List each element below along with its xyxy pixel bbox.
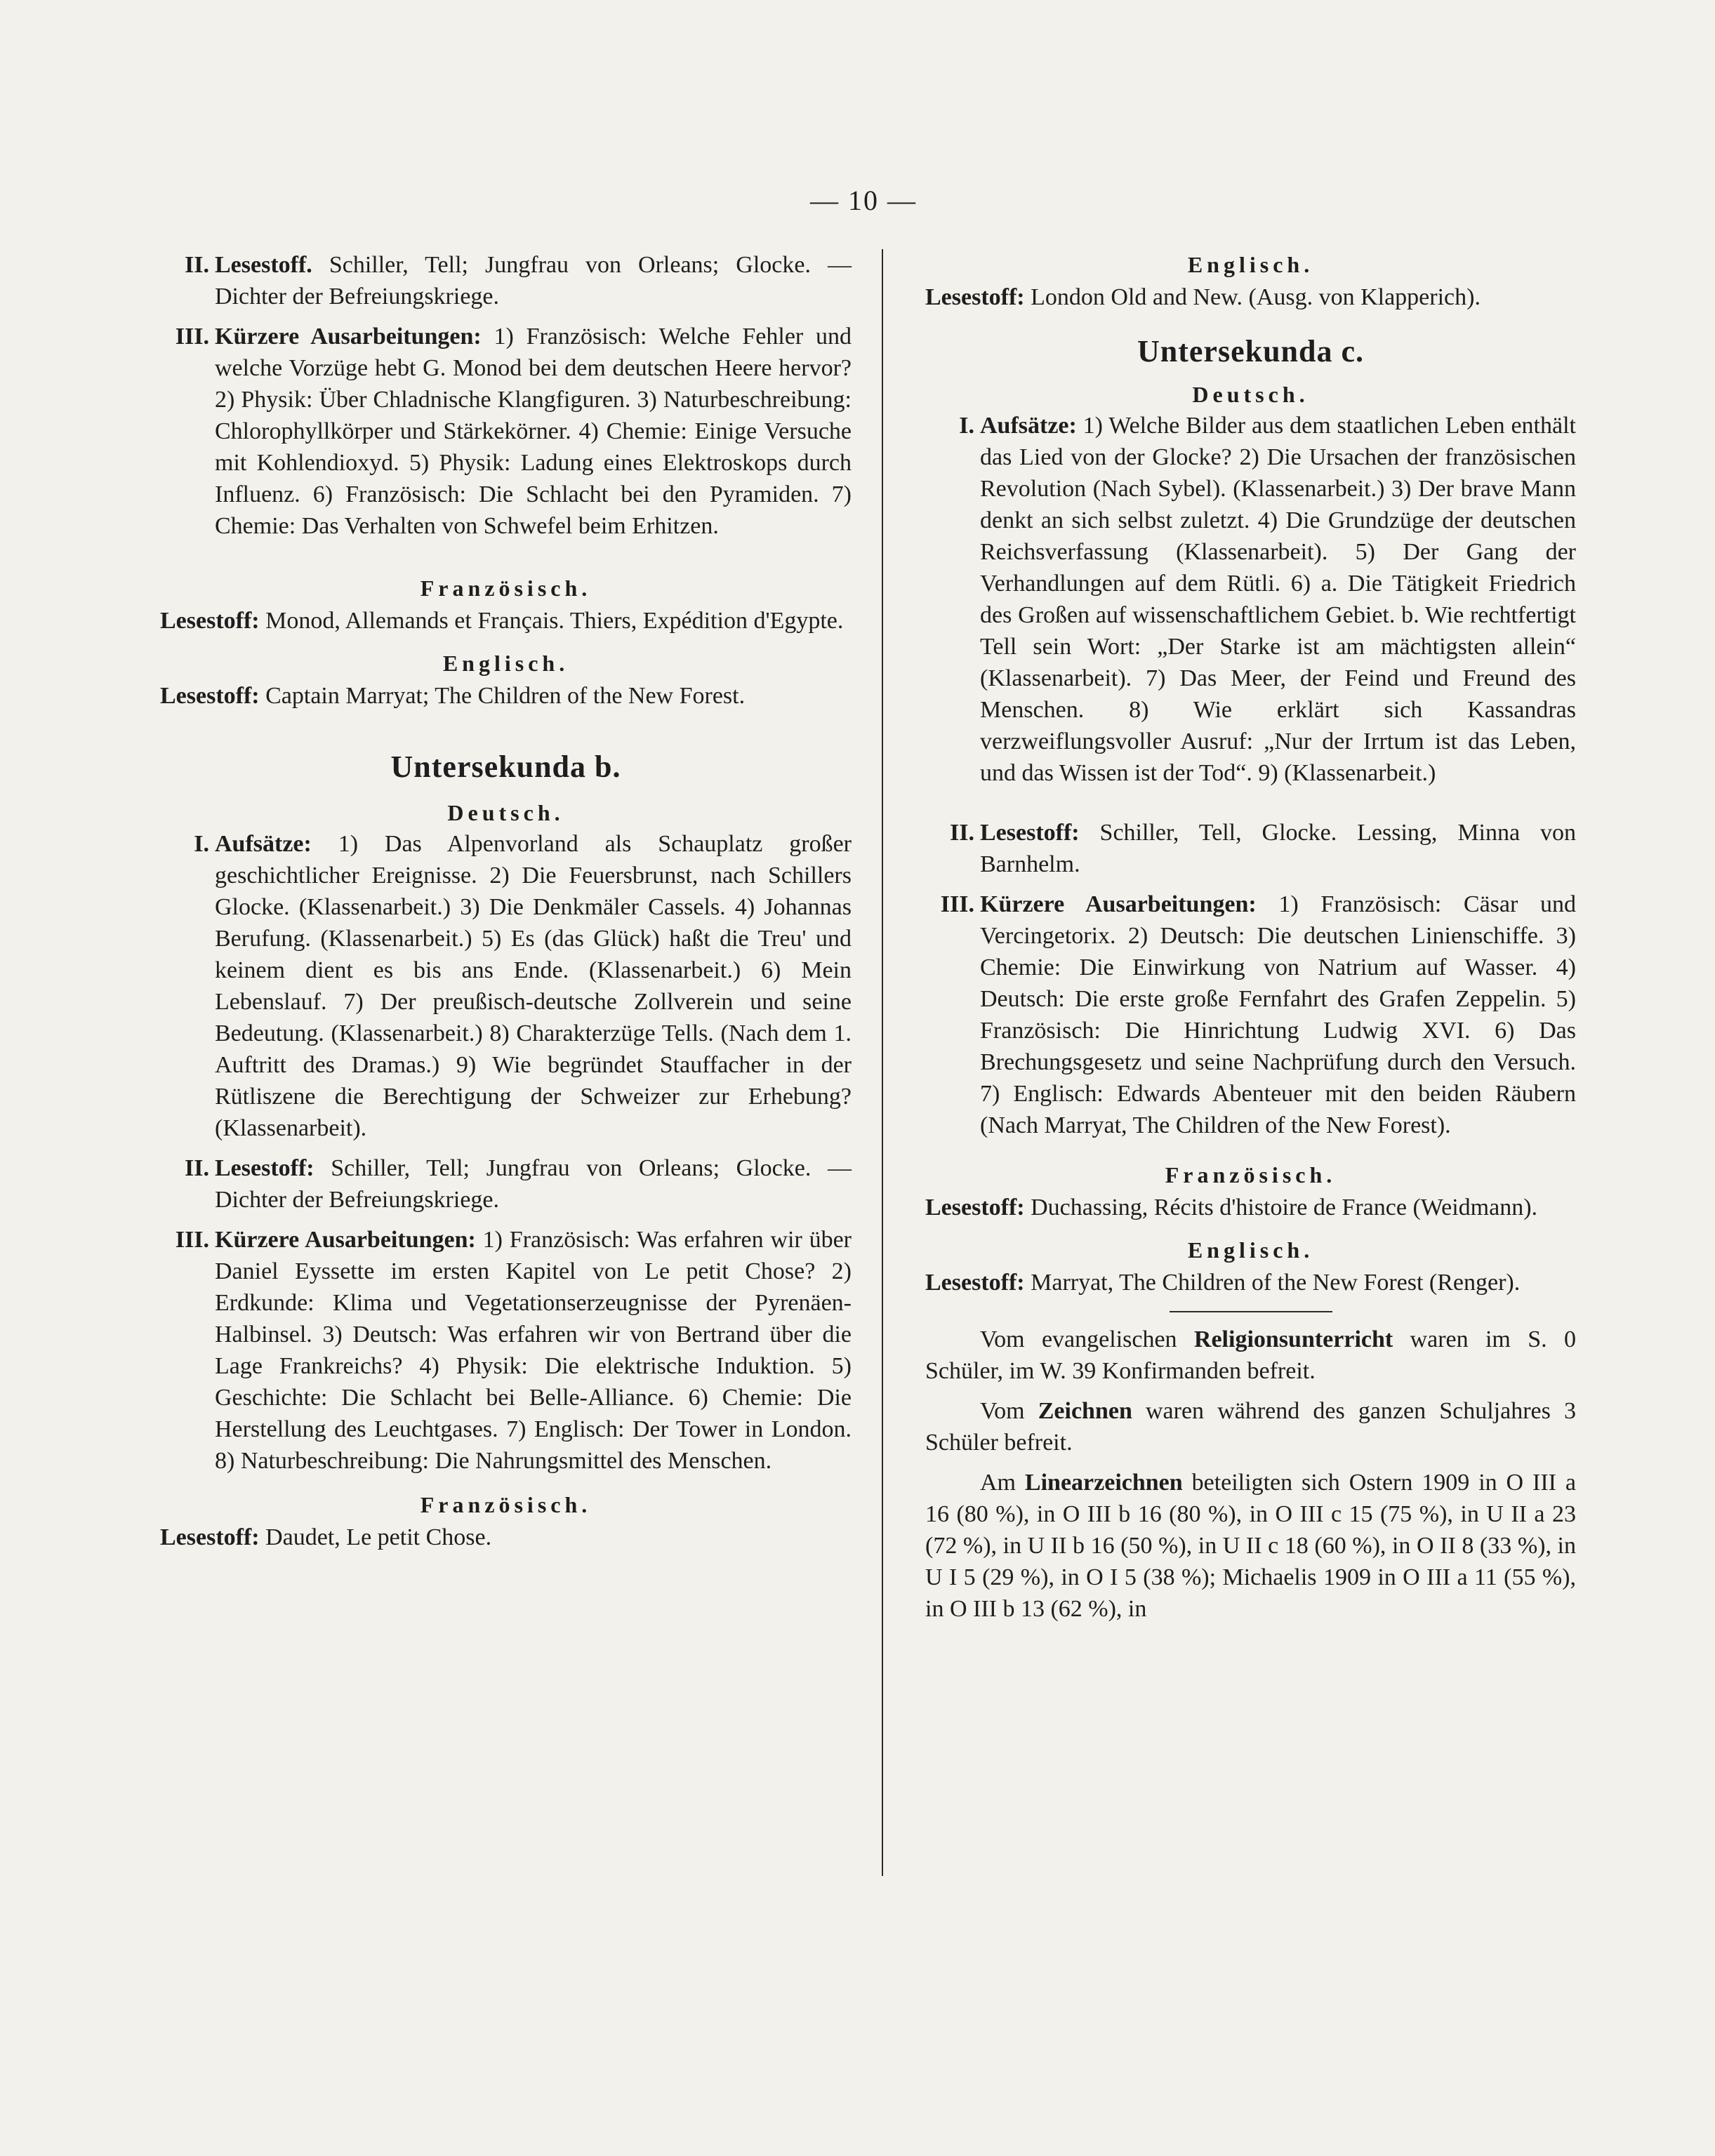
roman-numeral: II. [185, 1155, 209, 1181]
subject-heading-englisch: Englisch. [1187, 1237, 1314, 1263]
entry-text: Captain Marryat; The Children of the New Forest. [259, 683, 746, 709]
entry-label: Lesestoff: [980, 820, 1080, 846]
emphasis: Linearzeichnen [1024, 1470, 1183, 1496]
religion-exemption-paragraph [925, 1324, 1576, 1387]
subject-heading-englisch: Englisch. [1187, 252, 1314, 277]
section-divider [1170, 1311, 1332, 1312]
entry-label: Lesestoff: [925, 1270, 1025, 1296]
left-column [160, 249, 852, 1553]
entry-text: 1) Das Alpenvorland als Schauplatz großer geschichtlicher Ereignisse. 2) Die Feuersbrunst, nach Schillers Glocke. (Klassenarbeit.) 3) Die Denkmäler Cassels. 4) Johannas Berufung. (Klassenarbeit.) 5) Es (das Glück) haßt die Treu' und keinem dient es bis ans Ende. (Klassenarbeit.) 6) Mein Lebenslauf. 7) Der preußisch-deutsche Zollverein und seine Bedeutung. (Klassenarbeit.) 8) Charakterzüge Tells. (Nach dem 1. Auftritt des Dramas.) 9) Wie begründet Stauffacher in der Rütliszene die Berechtigung der Schweizer zur Erhebung? (Klassenarbeit). [215, 831, 852, 1141]
lesestoff-paragraph [160, 1522, 852, 1553]
lesestoff-entry [925, 817, 1576, 880]
paragraph-text: Vom evangelischen [980, 1326, 1194, 1352]
paragraph-text: Am [980, 1470, 1025, 1496]
subject-heading-deutsch: Deutsch. [447, 800, 564, 825]
roman-numeral: III. [175, 324, 209, 350]
lesestoff-paragraph [160, 680, 852, 712]
emphasis: Zeichnen [1038, 1398, 1132, 1424]
entry-label: Lesestoff: [160, 608, 260, 634]
ausarbeitungen-entry [925, 889, 1576, 1141]
entry-label: Aufsätze: [215, 831, 312, 857]
subject-heading-englisch: Englisch. [442, 651, 569, 676]
lesestoff-paragraph [925, 1267, 1576, 1298]
entry-text: 1) Französisch: Was erfahren wir über Daniel Eyssette im ersten Kapitel von Le petit Chose? 2) Erdkunde: Klima und Vegetationserzeugnisse der Pyrenäen-Halbinsel. 3) Deutsch: Was erfahren wir von Bertrand über die Lage Frankreichs? 4) Physik: Die elektrische Induktion. 5) Geschichte: Die Schlacht bei Belle-Alliance. 6) Chemie: Die Herstellung des Leuchtgases. 7) Englisch: Der Tower in London. 8) Naturbeschreibung: Die Nahrungsmittel des Menschen. [215, 1227, 852, 1474]
lesestoff-entry [160, 1152, 852, 1216]
subject-heading-franzoesisch: Französisch. [420, 575, 592, 601]
lesestoff-paragraph [925, 281, 1576, 313]
entry-label: Kürzere Ausarbeitungen: [215, 1227, 476, 1253]
entry-text: Schiller, Tell; Jungfrau von Orleans; Glocke. — Dichter der Befreiungskriege. [215, 252, 852, 310]
paragraph-text: waren während des ganzen Schuljahres 3 Schüler befreit. [925, 1398, 1576, 1456]
page-number: — 10 — [810, 185, 917, 216]
entry-text: Monod, Allemands et Français. Thiers, Expédition d'Egypte. [259, 608, 844, 634]
entry-text: 1) Französisch: Welche Fehler und welche Vorzüge hebt G. Monod bei dem deutschen Heere hervor? 2) Physik: Über Chladnische Klangfiguren. 3) Naturbeschreibung: Chlorophyllkörper und Stärkekörner. 4) Chemie: Einige Versuche mit Kohlendioxyd. 5) Physik: Ladung eines Elektroskops durch Influenz. 6) Französisch: Die Schlacht bei den Pyramiden. 7) Chemie: Das Verhalten von Schwefel beim Erhitzen. [215, 324, 852, 539]
roman-numeral: III. [940, 891, 974, 917]
entry-text: 1) Französisch: Cäsar und Vercingetorix. 2) Deutsch: Die deutschen Linienschiffe. 3) Chemie: Die Einwirkung von Natrium auf Wasser. 4) Deutsch: Die erste große Fernfahrt des Grafen Zeppelin. 5) Französisch: Die Hinrichtung Ludwig XVI. 6) Das Brechungsgesetz und seine Nachprüfung durch den Versuch. 7) Englisch: Edwards Abenteuer mit den beiden Räubern (Nach Marryat, The Children of the New Forest). [980, 891, 1576, 1138]
aufsaetze-entry [160, 828, 852, 1144]
paragraph-text: beteiligten sich Ostern 1909 in O III a 16 (80 %), in O III b 16 (80 %), in O III c 15 (75 %), in U II a 23 (72 %), in U II b 16 (50 %), in U II c 18 (60 %), in O II 8 (33 %), in U I 5 (29 %), in O I 5 (38 %); Michaelis 1909 in O III a 11 (55 %), in O III b 13 (62 %), in [925, 1470, 1576, 1622]
aufsaetze-entry [925, 410, 1576, 789]
column-separator [882, 249, 883, 1876]
entry-label: Lesestoff: [925, 284, 1025, 310]
entry-label: Aufsätze: [980, 413, 1077, 439]
section-title-untersekunda-b: Untersekunda b. [390, 750, 621, 784]
section-title-untersekunda-c: Untersekunda c. [1137, 334, 1365, 368]
subject-heading-franzoesisch: Französisch. [1165, 1162, 1337, 1187]
entry-text: Schiller, Tell; Jungfrau von Orleans; Glocke. — Dichter der Befreiungskriege. [215, 1155, 852, 1213]
linear-drawing-paragraph [925, 1467, 1576, 1625]
paragraph-text: waren im S. 0 Schüler, im W. 39 Konfirmanden befreit. [925, 1326, 1576, 1384]
ausarbeitungen-entry [160, 321, 852, 542]
roman-numeral: I. [959, 413, 974, 439]
paragraph-text: Vom [980, 1398, 1038, 1424]
entry-label: Lesestoff: [160, 1524, 260, 1550]
roman-numeral: I. [194, 831, 209, 857]
entry-text: Schiller, Tell, Glocke. Lessing, Minna von Barnhelm. [980, 820, 1576, 877]
entry-label: Kürzere Ausarbeitungen: [215, 324, 482, 350]
roman-numeral: II. [185, 252, 209, 278]
entry-label: Lesestoff: [160, 683, 260, 709]
entry-text: Duchassing, Récits d'histoire de France (Weidmann). [1024, 1195, 1538, 1220]
right-column [925, 249, 1576, 1625]
entry-text: Daudet, Le petit Chose. [259, 1524, 492, 1550]
entry-label: Lesestoff: [925, 1195, 1025, 1220]
roman-numeral: III. [175, 1227, 209, 1253]
entry-label: Lesestoff. [215, 252, 312, 278]
entry-text: Marryat, The Children of the New Forest (Renger). [1024, 1270, 1521, 1296]
entry-label: Lesestoff: [215, 1155, 314, 1181]
drawing-exemption-paragraph [925, 1395, 1576, 1458]
roman-numeral: II. [950, 820, 974, 846]
entry-text: London Old and New. (Ausg. von Klapperich). [1024, 284, 1481, 310]
subject-heading-deutsch: Deutsch. [1192, 382, 1309, 407]
subject-heading-franzoesisch: Französisch. [420, 1492, 592, 1517]
entry-label: Kürzere Ausarbeitungen: [980, 891, 1257, 917]
ausarbeitungen-entry [160, 1224, 852, 1477]
entry-text: 1) Welche Bilder aus dem staatlichen Leben enthält das Lied von der Glocke? 2) Die Ursachen der französischen Revolution (Nach Sybel). (Klassenarbeit.) 3) Der brave Mann denkt an sich selbst zuletzt. 4) Die Grundzüge der deutschen Reichsverfassung (Klassenarbeit). 5) Der Gang der Verhandlungen auf dem Rütli. 6) a. Die Tätigkeit Friedrich des Großen auf wissenschaftlichem Gebiet. b. Wie rechtfertigt Tell sein Wort: „Der Starke ist am mächtigsten allein“ (Klassenarbeit). 7) Das Meer, der Feind und Freund des Menschen. 8) Wie erklärt sich Kassandras verzweiflungsvoller Ausruf: „Nur der Irrtum ist das Leben, und das Wissen ist der Tod“. 9) (Klassenarbeit.) [980, 413, 1576, 786]
lesestoff-entry [160, 249, 852, 312]
emphasis: Religionsunterricht [1193, 1326, 1393, 1352]
lesestoff-paragraph [160, 605, 852, 637]
lesestoff-paragraph [925, 1192, 1576, 1223]
